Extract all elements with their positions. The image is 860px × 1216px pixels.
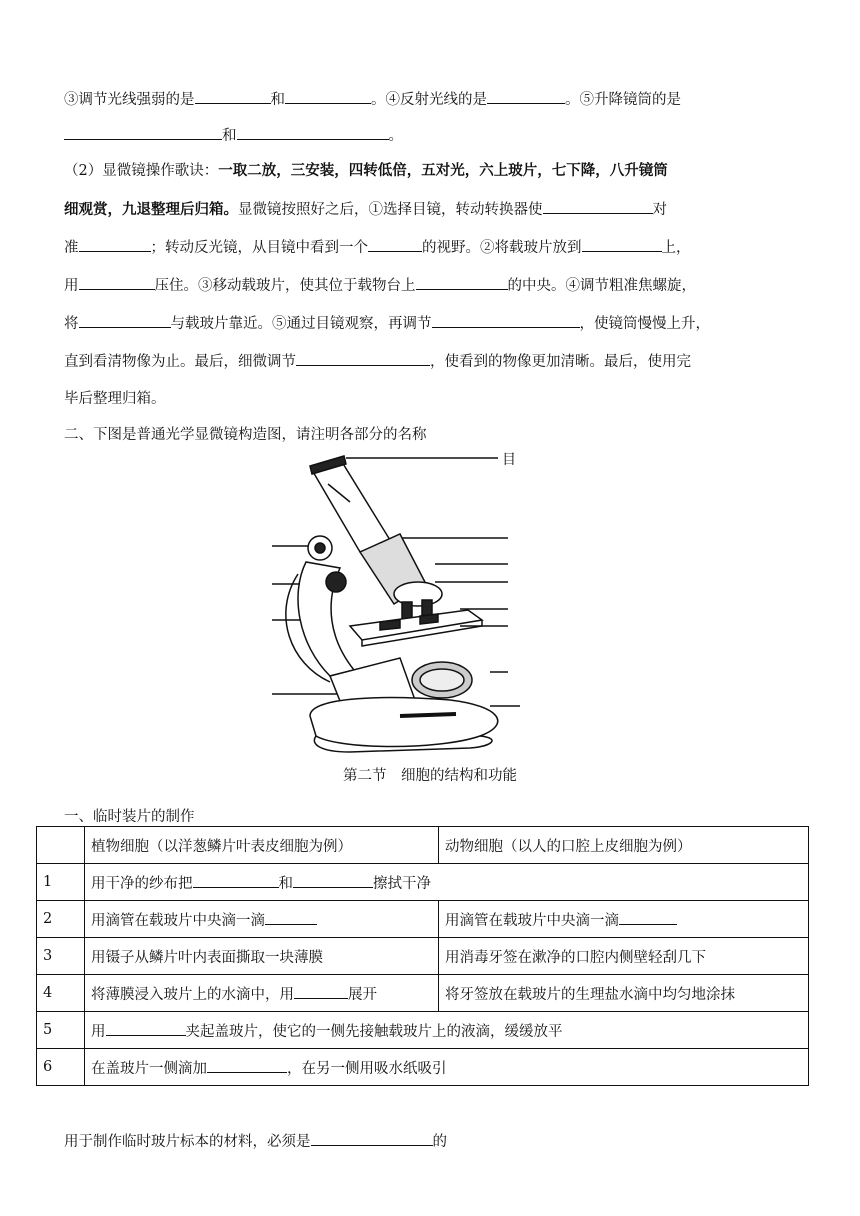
table-cell: 将牙签放在载玻片的生理盐水滴中均匀地涂抹 [439, 975, 809, 1012]
text: 的中央。④调节粗准焦螺旋， [507, 278, 696, 294]
text: 显微镜按照好之后，①选择目镜，转动转换器使 [238, 202, 543, 218]
text: 夹起盖玻片，使它的一侧先接触载玻片上的液滴，缓缓放平 [185, 1023, 563, 1040]
table-cell: 用镊子从鳞片叶内表面撕取一块薄膜 [85, 938, 439, 975]
text: ；转动反光镜，从目镜中看到一个 [150, 240, 368, 256]
text: 将薄膜浸入玻片上的水滴中，用 [91, 986, 294, 1003]
answer-blank[interactable] [285, 88, 371, 104]
text: 的视野。②将载玻片放到 [422, 240, 582, 256]
stage-clip [380, 620, 400, 630]
text-line-9 [64, 388, 166, 410]
text: 。 [388, 128, 403, 144]
text-line-3 [64, 160, 668, 182]
text: 直到看清物像为止。最后，细微调节 [64, 354, 296, 370]
answer-blank[interactable] [543, 198, 653, 214]
answer-blank[interactable] [79, 274, 155, 290]
answer-blank[interactable] [79, 236, 151, 252]
text: 和 [270, 92, 285, 108]
stage-clip [420, 614, 438, 624]
answer-blank[interactable] [487, 88, 565, 104]
footer-text [64, 1130, 447, 1151]
answer-blank[interactable] [619, 909, 677, 925]
answer-blank[interactable] [64, 124, 222, 140]
table-row [37, 1012, 809, 1049]
text: 。④反射光线的是 [371, 92, 487, 108]
step-number: 3 [37, 938, 85, 975]
text-line-2 [64, 124, 403, 147]
answer-blank[interactable] [293, 872, 373, 888]
text: 用 [64, 278, 79, 294]
text: 用滴管在载玻片中央滴一滴 [445, 912, 619, 929]
table-cell [85, 975, 439, 1012]
text: 压住。③移动载玻片，使其位于载物台上 [154, 278, 416, 294]
answer-blank[interactable] [106, 1020, 186, 1036]
step-number: 2 [37, 901, 85, 938]
answer-blank[interactable] [193, 872, 279, 888]
table-row [37, 864, 809, 901]
answer-blank[interactable] [79, 312, 171, 328]
text: 用于制作临时玻片标本的材料，必须是 [64, 1134, 311, 1150]
stage [350, 610, 482, 640]
answer-blank[interactable] [195, 88, 271, 104]
table-cell [439, 901, 809, 938]
fine-knob [326, 572, 346, 592]
nosepiece [394, 582, 442, 606]
text: ，在另一侧用吸水纸吸引 [287, 1060, 447, 1077]
text: 和 [278, 875, 293, 892]
text: 与载玻片靠近。⑤通过目镜观察，再调节 [170, 316, 432, 332]
corner-label: 目 [502, 452, 516, 468]
text: ，使镜筒慢慢上升， [579, 316, 710, 332]
text: 擦拭干净 [373, 875, 431, 892]
table-row [37, 1049, 809, 1086]
base [310, 698, 498, 747]
answer-blank[interactable] [294, 983, 348, 999]
text-line-7 [64, 312, 710, 335]
text-line-1 [64, 88, 681, 111]
mnemonic-bold: 一取二放，三安装，四转低倍，五对光，六上玻片，七下降，八升镜筒 [218, 162, 668, 179]
text: 和 [222, 128, 237, 144]
table-cell: 用消毒牙签在漱净的口腔内侧壁轻刮几下 [439, 938, 809, 975]
answer-blank[interactable] [265, 909, 317, 925]
text: ③调节光线强弱的是 [64, 92, 195, 108]
text: 用干净的纱布把 [91, 875, 193, 892]
table-row [37, 938, 809, 975]
text: ，使看到的物像更加清晰。最后，使用完 [430, 354, 691, 370]
table-cell [85, 1049, 809, 1086]
text: 上， [661, 240, 691, 256]
text: 的 [432, 1134, 447, 1150]
table-cell [85, 864, 809, 901]
text: 毕后整理归箱。 [64, 391, 166, 407]
eyepiece [310, 456, 346, 474]
microscope-diagram [250, 444, 530, 756]
mnemonic-bold: 细观赏，九退整理后归箱。 [64, 201, 238, 218]
step-number: 6 [37, 1049, 85, 1086]
text: 在盖玻片一侧滴加 [91, 1060, 207, 1077]
table-row [37, 975, 809, 1012]
table-row [37, 827, 809, 864]
table-cell [37, 827, 85, 864]
table-cell [85, 901, 439, 938]
text-line-6 [64, 274, 696, 297]
step-number: 5 [37, 1012, 85, 1049]
section-heading: 一、临时装片的制作 [64, 809, 195, 825]
header-plant: 植物细胞（以洋葱鳞片叶表皮细胞为例） [85, 827, 439, 864]
answer-blank[interactable] [582, 236, 662, 252]
text-line-5 [64, 236, 691, 259]
text: （2）显微镜操作歌诀： [64, 163, 219, 179]
text: 准 [64, 240, 79, 256]
table-cell [85, 1012, 809, 1049]
text-line-8 [64, 350, 691, 373]
text: 将 [64, 316, 79, 332]
step-number: 4 [37, 975, 85, 1012]
text: 。⑤升降镜筒的是 [565, 92, 681, 108]
text: 对 [652, 202, 667, 218]
answer-blank[interactable] [237, 124, 389, 140]
section-caption: 第二节 细胞的结构和功能 [343, 768, 517, 784]
text-line-4 [64, 198, 667, 221]
step-number: 1 [37, 864, 85, 901]
answer-blank[interactable] [432, 312, 580, 328]
objective-lens [422, 600, 432, 616]
answer-blank[interactable] [207, 1057, 287, 1073]
procedure-table [36, 826, 809, 1086]
header-animal: 动物细胞（以人的口腔上皮细胞为例） [439, 827, 809, 864]
answer-blank[interactable] [368, 236, 422, 252]
part2-heading: 二、下图是普通光学显微镜构造图，请注明各部分的名称 [64, 427, 427, 443]
answer-blank[interactable] [416, 274, 508, 290]
text: 用滴管在载玻片中央滴一滴 [91, 912, 265, 929]
answer-blank[interactable] [296, 350, 430, 366]
table-row [37, 901, 809, 938]
text: 用 [91, 1023, 106, 1040]
answer-blank[interactable] [311, 1130, 433, 1146]
text: 展开 [348, 986, 377, 1003]
